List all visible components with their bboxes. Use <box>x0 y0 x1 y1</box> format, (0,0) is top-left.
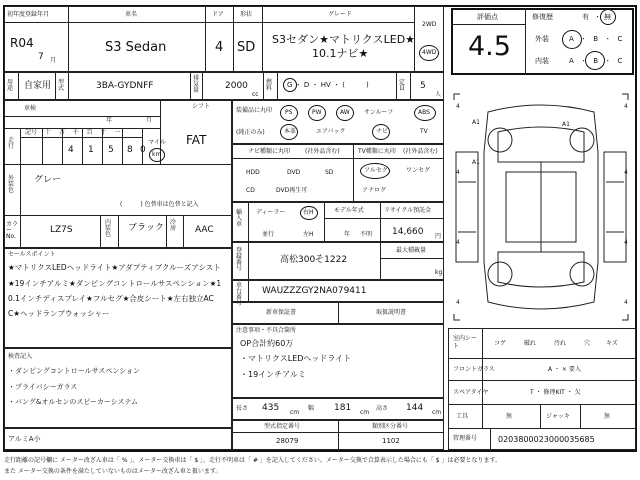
equip-navi: ナビ <box>376 128 389 135</box>
grade-value-1: S3セダン★マトリクスLED★ <box>272 33 416 46</box>
tools-value: 無 <box>506 413 513 420</box>
diagram-left-mark-4: 4 <box>456 299 460 306</box>
inspector-line-2: ・プライバシーガラス <box>8 383 78 391</box>
repair-sep: ・ <box>594 13 601 21</box>
notes-line-1: OP合計約60万 <box>240 339 294 348</box>
color-no-value: LZ7S <box>50 225 73 235</box>
month-unit: 月 <box>50 57 57 64</box>
tv-type-note: (社外品含む) <box>403 148 438 155</box>
recycle-unit: 円 <box>435 233 442 240</box>
inspection-year-label: 年 <box>106 117 113 124</box>
right-hand-label: 右H <box>303 209 314 216</box>
inspector-label: 検査記入 <box>8 353 33 360</box>
length-unit: cm <box>290 409 300 416</box>
tv-analog: アナログ <box>362 187 387 194</box>
repair-label: 修復歴 <box>532 13 553 21</box>
seat-scratch: キズ <box>606 340 618 347</box>
score-label: 評価点 <box>477 13 498 21</box>
capacity-unit: 人 <box>435 91 442 98</box>
vin-label: 車台番号 <box>236 282 243 307</box>
diagram-right-mark-2: 4 <box>624 169 628 176</box>
height-label: 高さ <box>376 405 389 412</box>
equip-abs: ABS <box>418 109 430 116</box>
diagram-right-mark-4: 4 <box>624 299 628 306</box>
mgmt-no-value: 0203800023000035685 <box>498 435 595 444</box>
exterior-grades: A ・ B ・ C <box>569 35 625 43</box>
capacity-value: 5 <box>420 81 426 91</box>
grade-value-2: 10.1ナビ★ <box>312 47 369 60</box>
score-value: 4.5 <box>468 31 511 62</box>
model-value: S3 Sedan <box>105 40 167 55</box>
sales-point-line-1: ★マトリクスLEDヘッドライト★アダプティブクルーズアシスト <box>8 263 221 272</box>
manual-label: 取扱説明書 <box>376 309 407 316</box>
class-label: 類別区分番号 <box>372 423 409 430</box>
model-year-label: モデル年式 <box>334 207 364 214</box>
navi-type-note: (社外品含む) <box>305 148 340 155</box>
recycle-label: リサイクル預託金 <box>384 207 432 214</box>
width-label: 幅 <box>308 405 315 412</box>
inspector-line-3: ・バング&オルセンのスピーカーシステム <box>8 398 139 406</box>
first-reg-label: 初年度登録年月 <box>7 11 50 18</box>
odometer-digit-1: 4 <box>68 145 74 155</box>
odometer-units: 記号 十 万 千 百 十 一 <box>25 129 121 136</box>
car-diagram <box>448 92 634 322</box>
vin-value: WAUZZZGY2NA079411 <box>262 286 367 296</box>
displacement-value: 2000 <box>225 81 248 91</box>
displacement-unit: cc <box>252 91 259 98</box>
first-reg-year: R04 <box>10 36 34 50</box>
left-hand-label: 左H <box>303 231 314 238</box>
sales-points-label: セールスポイント <box>8 251 56 258</box>
drive-4wd: 4WD <box>422 49 437 56</box>
odometer-digit-4: 8 <box>127 145 133 155</box>
sales-point-line-2: ★19インチアルミ★ダンピングコントロールサスペンション★1 <box>8 279 222 288</box>
diagram-left-mark-1: 4 <box>456 103 460 110</box>
damage-mark-3: A1 <box>472 159 480 166</box>
diagram-right-mark-1: 4 <box>624 103 628 110</box>
inspector-line-1: ・ダンピングコントロールサスペンション <box>8 367 141 375</box>
navi-sd: SD <box>325 169 334 176</box>
usage-label: 用途 <box>7 79 14 92</box>
front-glass-label: フロントガラス <box>453 366 495 373</box>
new-car-warranty-label: 新車保証書 <box>266 309 297 316</box>
inspection-label: 車検 <box>24 105 37 112</box>
displacement-label: 排気量 <box>193 75 200 94</box>
interior-grade-label: 内装 <box>535 57 549 65</box>
import-label: 輸入車 <box>236 209 243 228</box>
odometer-digit-3: 5 <box>108 145 114 155</box>
equip-aw: AW <box>340 109 350 116</box>
inspector-footer-note: アルミA小 <box>8 435 41 443</box>
jack-value: 無 <box>604 413 611 420</box>
doors-value: 4 <box>215 40 224 55</box>
fuel-label: 燃料 <box>266 79 273 92</box>
jack-label: ジャッキ <box>546 413 570 420</box>
grade-label: グレード <box>328 11 353 18</box>
diagram-left-mark-2: 4 <box>456 169 460 176</box>
usage-value: 自家用 <box>24 81 52 91</box>
tools-label: 工具 <box>456 413 469 420</box>
shift-value: FAT <box>186 133 207 147</box>
odometer-label: 走行 <box>8 137 15 150</box>
model-year-value: 不明 <box>360 231 373 238</box>
parallel-label: 並行 <box>262 231 275 238</box>
width-unit: cm <box>360 409 370 416</box>
equip-pw: PW <box>312 109 322 116</box>
type-designation-value: 28079 <box>276 437 299 445</box>
km-label: km <box>152 151 162 158</box>
navi-cd: CD <box>246 187 255 194</box>
notes-line-3: ・19インチアルミ <box>240 370 306 379</box>
length-label: 長さ <box>236 405 249 412</box>
footer-note-2: また メーター交換の条件を満たしていないものはメーター改ざん車と扱います。 <box>4 468 222 475</box>
seat-burn: コゲ <box>494 340 507 347</box>
equip-tv: TV <box>420 128 428 135</box>
ac-value: AAC <box>195 225 214 235</box>
exterior-color-value: グレー <box>34 175 62 185</box>
spare-tire-value: T ・ 修理KIT ・ 欠 <box>530 389 581 396</box>
capacity-label: 定員 <box>399 79 406 92</box>
seat-tear: 破れ <box>524 340 537 347</box>
width-value: 181 <box>334 403 352 413</box>
dealer-label: ディーラー <box>256 209 286 216</box>
height-value: 144 <box>406 403 424 413</box>
spare-tire-label: スペアタイヤ <box>453 389 489 396</box>
class-value: 1102 <box>382 437 400 445</box>
length-value: 435 <box>262 403 280 413</box>
odometer-digit-5: 0 <box>140 145 146 155</box>
seat-hole: 穴 <box>584 340 591 347</box>
equipment-label: 装備品に丸印 <box>236 107 273 114</box>
body-value: SD <box>237 40 256 55</box>
seat-stain: 汚れ <box>554 340 567 347</box>
tv-type-label: TV種類に丸印 <box>358 148 396 155</box>
inspection-month-label: 月 <box>146 117 153 124</box>
notes-line-2: ・マトリクスLEDヘッドライト <box>240 354 352 363</box>
tv-oneseg: ワンセグ <box>406 167 431 174</box>
equip-leather: 本革 <box>284 128 297 135</box>
doors-label: ドア <box>212 11 224 18</box>
height-unit: cm <box>432 409 442 416</box>
notes-label: 注意事項・不具合箇所 <box>236 327 297 334</box>
reg-row <box>4 72 444 100</box>
damage-mark-2: A1 <box>562 121 570 128</box>
exterior-color-label: 外装色 <box>8 175 15 194</box>
color-no-label: カラーNo. <box>6 221 19 240</box>
diagram-left-mark-3: 4 <box>456 239 460 246</box>
front-glass-value: A ・ × 要入 <box>548 366 581 373</box>
navi-hdd: HDD <box>246 169 260 176</box>
model-label: 車名 <box>125 11 138 18</box>
plate-value: 高松300そ1222 <box>280 255 348 265</box>
max-load-label: 最大積載量 <box>396 247 427 254</box>
first-reg-month: 7 <box>38 52 44 62</box>
sales-point-line-3: 0.1インチディスプレイ★フルセグ★合皮シート★左右独立AC <box>8 294 214 303</box>
equip-airbag: エアバック <box>316 128 346 135</box>
mile-label: マイル <box>148 139 166 146</box>
footer-note-1: 走行距離の記号欄に メーター改ざん車は「 % 」、メーター交換車は「 $ 」、走行不明車は「 # 」を記入してください。メーター交換で合算表示した場合にも「 $ 」は必要となります。 <box>4 457 502 464</box>
damage-mark-1: A1 <box>472 119 480 126</box>
equipment-sub-label: (純正のみ) <box>236 129 265 136</box>
body-label: 形状 <box>240 11 253 18</box>
color-change-note: ( ) 色替車は色替と記入 <box>120 201 199 208</box>
sales-point-line-4: C★ヘッドランプウォッシャー <box>8 309 110 318</box>
interior-color-label: 内装色 <box>105 219 112 238</box>
repair-no: 無 <box>604 13 611 21</box>
exterior-grade-label: 外装 <box>535 35 549 43</box>
type-designation-label: 型式指定番号 <box>264 423 301 430</box>
plate-label: 登録番号 <box>236 247 243 272</box>
navi-dvd-playback: DVD再生可 <box>276 187 308 194</box>
type-label: 型式 <box>58 79 65 92</box>
type-value: 3BA-GYDNFF <box>96 81 154 91</box>
interior-color-value: ブラック <box>128 223 164 233</box>
shift-label: シフト <box>192 103 211 110</box>
mgmt-no-label: 管理番号 <box>453 435 478 442</box>
repair-yes: 有 <box>582 13 589 21</box>
tv-fullseg: フルセグ <box>364 167 388 174</box>
max-load-unit: kg <box>435 269 443 276</box>
odometer-digit-2: 1 <box>88 145 94 155</box>
interior-grades: A ・ B ・ C <box>569 57 625 65</box>
drive-2wd: 2WD <box>422 21 437 28</box>
navi-dvd: DVD <box>287 169 301 176</box>
interior-seat-label: 室内シート <box>453 335 478 350</box>
equip-sunroof: サンルーフ <box>364 109 394 116</box>
navi-type-label: ナビ種類に丸印 <box>248 148 291 155</box>
recycle-value: 14,660 <box>392 227 424 237</box>
ac-label: 冷房 <box>170 219 177 232</box>
diagram-right-mark-3: 4 <box>624 239 628 246</box>
model-year-unit: 年 <box>344 231 351 238</box>
fuel-value: G ・ D ・ HV ・ ( ) <box>287 81 369 89</box>
equip-ps: PS <box>285 109 293 116</box>
